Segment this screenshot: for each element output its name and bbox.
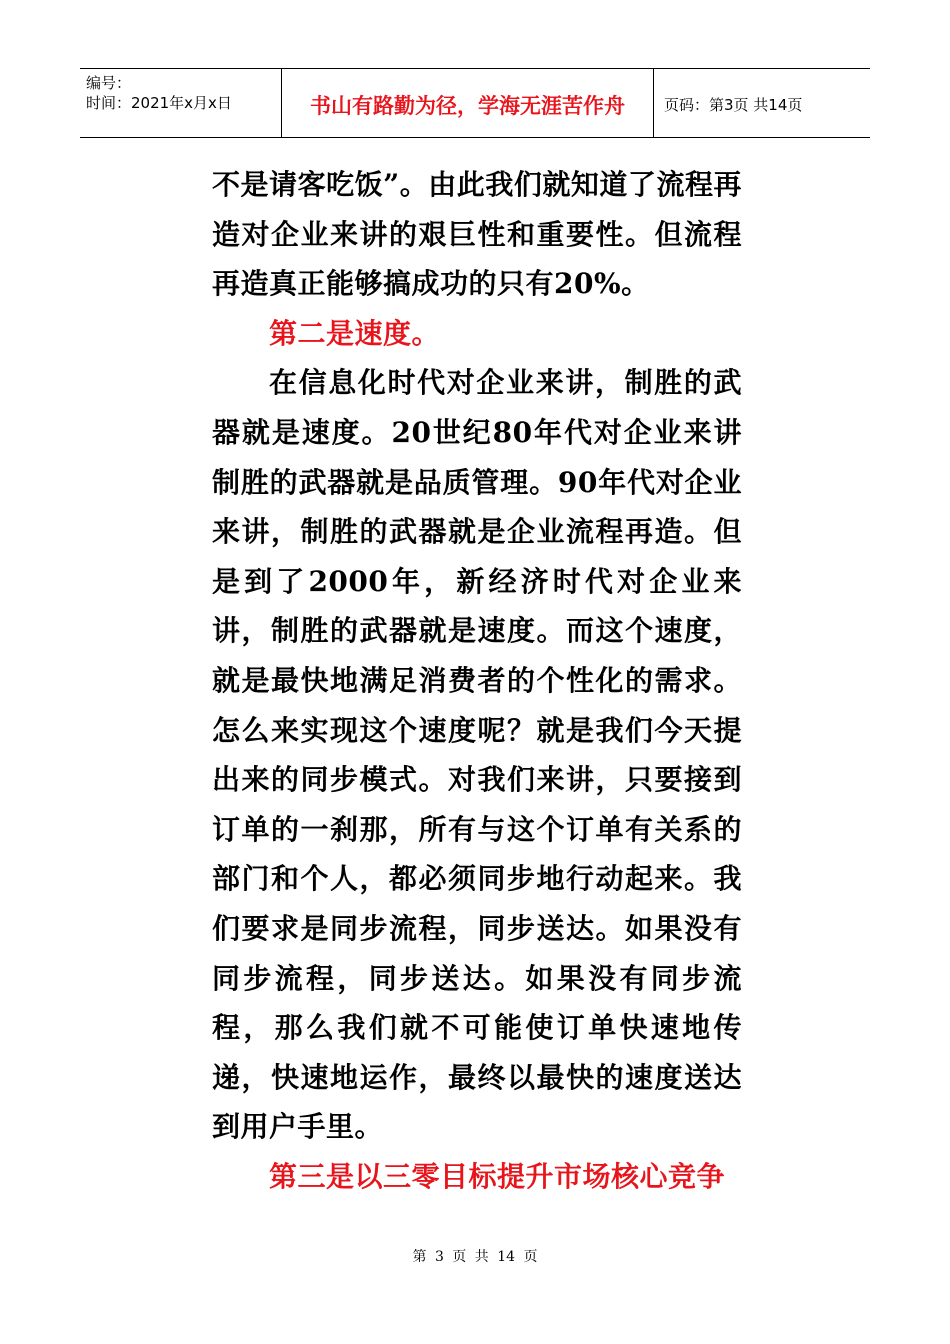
section-heading: 第三是以三零目标提升市场核心竞争 xyxy=(269,1159,726,1193)
document-body xyxy=(212,160,742,1201)
document-number-label: 编号： xyxy=(86,74,132,92)
header-page-info: 页码：第3页 共14页 xyxy=(664,95,803,114)
header-page-cell xyxy=(654,69,870,137)
document-time-label: 时间：2021年x月x日 xyxy=(86,94,232,112)
section-heading: 第二是速度。 xyxy=(269,316,441,350)
paragraph: 不是请客吃饭”。由此我们就知道了流程再造对企业来讲的艰巨性和重要性。但流程再造真正能够搞成功的只有20%。 xyxy=(212,168,742,301)
document-header xyxy=(80,68,870,138)
paragraph: 在信息化时代对企业来讲，制胜的武器就是速度。20世纪80年代对企业来讲制胜的武器就是品质管理。90年代对企业来讲，制胜的武器就是企业流程再造。但是到了2000年，新经济时代对企业来讲，制胜的武器就是速度。而这个速度，就是最快地满足消费者的个性化的需求。怎么来实现这个速度呢？就是我们今天提出来的同步模式。对我们来讲，只要接到订单的一刹那，所有与这个订单有关系的部门和个人，都必须同步地行动起来。我们要求是同步流程，同步送达。如果没有同步流程，同步送达。如果没有同步流程，那么我们就不可能使订单快速地传递，快速地运作，最终以最快的速度送达到用户手里。 xyxy=(212,366,742,1144)
header-motto: 书山有路勤为径，学海无涯苦作舟 xyxy=(310,93,625,118)
header-meta-cell xyxy=(80,69,282,137)
header-motto-cell xyxy=(282,69,654,137)
page-footer: 第 3 页 共 14 页 xyxy=(412,1249,538,1265)
